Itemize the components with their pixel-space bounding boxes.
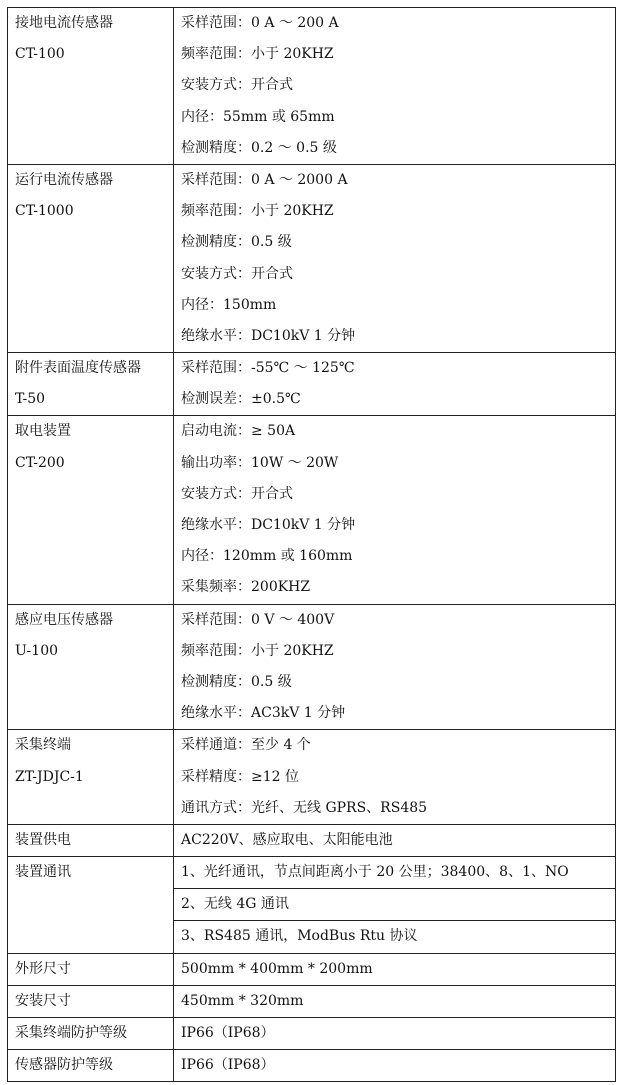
spec-line: 频率范围：小于 20KHZ <box>181 203 334 220</box>
spec-line: 采集频率：200KHZ <box>181 579 311 596</box>
spec-cell <box>174 730 616 825</box>
item-cell <box>8 985 174 1017</box>
item-name: 感应电压传感器 <box>15 611 113 628</box>
spec-line: 1、光纤通讯，节点间距离小于 20 公里；38400、8、1、NO <box>181 864 569 881</box>
item-model: CT-1000 <box>15 203 74 220</box>
item-name: 装置供电 <box>15 831 71 848</box>
item-name: 传感器防护等级 <box>15 1057 113 1074</box>
spec-line: 检测误差：±0.5℃ <box>181 391 301 408</box>
table-row-operating-current-sensor <box>8 164 616 352</box>
table-row-power-supply <box>8 824 616 856</box>
table-row-outline-dimensions <box>8 953 616 985</box>
spec-cell <box>174 1050 616 1082</box>
item-model: T-50 <box>15 391 46 408</box>
spec-cell <box>174 416 616 604</box>
item-name: 外形尺寸 <box>15 960 71 977</box>
item-name: 取电装置 <box>15 423 71 440</box>
spec-line: 500mm * 400mm * 200mm <box>181 960 373 977</box>
item-name: 安装尺寸 <box>15 992 71 1009</box>
spec-line: 450mm * 320mm <box>181 992 304 1009</box>
spec-line: 采样范围：0 V ～ 400V <box>181 611 335 628</box>
item-cell <box>8 416 174 604</box>
spec-line: 频率范围：小于 20KHZ <box>181 642 334 659</box>
item-cell <box>8 164 174 352</box>
item-name: 装置通讯 <box>15 864 71 881</box>
item-cell <box>8 8 174 165</box>
item-cell <box>8 824 174 856</box>
spec-cell <box>174 8 616 165</box>
table-row-acquisition-terminal <box>8 730 616 825</box>
spec-line: 采样精度：≥12 位 <box>181 768 299 785</box>
spec-line: 3、RS485 通讯，ModBus Rtu 协议 <box>181 928 418 945</box>
item-cell <box>8 1018 174 1050</box>
item-model: CT-100 <box>15 46 65 63</box>
item-name: 附件表面温度传感器 <box>15 360 141 377</box>
spec-cell <box>174 1018 616 1050</box>
spec-cell <box>174 889 616 921</box>
item-cell <box>8 1050 174 1082</box>
spec-line: 采样范围：0 A ～ 2000 A <box>181 171 348 188</box>
item-cell <box>8 857 174 954</box>
spec-line: 安装方式：开合式 <box>181 77 293 94</box>
spec-line: 内径：55mm 或 65mm <box>181 108 335 125</box>
table-row-induced-voltage-sensor <box>8 604 616 730</box>
item-name: 运行电流传感器 <box>15 171 113 188</box>
spec-cell <box>174 824 616 856</box>
table-row-communication <box>8 857 616 889</box>
spec-cell <box>174 985 616 1017</box>
spec-cell <box>174 921 616 953</box>
spec-line: 检测精度：0.5 级 <box>181 234 292 251</box>
spec-line: 内径：150mm <box>181 296 277 313</box>
table-row-ground-current-sensor <box>8 8 616 165</box>
spec-line: 内径：120mm 或 160mm <box>181 548 353 565</box>
spec-line: 绝缘水平：DC10kV 1 分钟 <box>181 517 356 533</box>
item-name: 采集终端 <box>15 737 71 754</box>
spec-line: 采样范围：-55℃ ～ 125℃ <box>181 360 355 377</box>
spec-line: 2、无线 4G 通讯 <box>181 896 289 913</box>
spec-table <box>7 7 616 1082</box>
spec-line: IP66（IP68） <box>181 1057 275 1074</box>
spec-line: 采样范围：0 A ～ 200 A <box>181 15 339 31</box>
spec-cell <box>174 953 616 985</box>
spec-line: IP66（IP68） <box>181 1025 275 1041</box>
item-cell <box>8 730 174 825</box>
table-row-surface-temperature-sensor <box>8 353 616 416</box>
item-model: U-100 <box>15 642 59 659</box>
table-row-sensor-protection <box>8 1050 616 1082</box>
spec-line: 绝缘水平：DC10kV 1 分钟 <box>181 327 356 344</box>
item-cell <box>8 604 174 730</box>
spec-line: 绝缘水平：AC3kV 1 分钟 <box>181 705 346 722</box>
item-model: ZT-JDJC-1 <box>15 768 84 785</box>
spec-line: 输出功率：10W ～ 20W <box>181 454 339 471</box>
spec-line: 检测精度：0.2 ～ 0.5 级 <box>181 139 337 156</box>
spec-line: 启动电流：≥ 50A <box>181 423 296 440</box>
table-row-terminal-protection <box>8 1018 616 1050</box>
spec-line: AC220V、感应取电、太阳能电池 <box>181 831 393 848</box>
spec-line: 安装方式：开合式 <box>181 485 293 502</box>
spec-line: 频率范围：小于 20KHZ <box>181 46 334 63</box>
spec-cell <box>174 604 616 730</box>
spec-cell <box>174 353 616 416</box>
spec-line: 安装方式：开合式 <box>181 265 293 282</box>
item-cell <box>8 953 174 985</box>
table-row-power-take-off-device <box>8 416 616 604</box>
spec-line: 采样通道：至少 4 个 <box>181 737 311 754</box>
spec-cell <box>174 857 616 889</box>
spec-line: 通讯方式：光纤、无线 GPRS、RS485 <box>181 799 428 816</box>
spec-line: 检测精度：0.5 级 <box>181 673 292 690</box>
item-name: 接地电流传感器 <box>15 15 113 31</box>
item-cell <box>8 353 174 416</box>
item-name: 采集终端防护等级 <box>15 1025 127 1041</box>
item-model: CT-200 <box>15 454 65 471</box>
table-row-mounting-dimensions <box>8 985 616 1017</box>
spec-cell <box>174 164 616 352</box>
